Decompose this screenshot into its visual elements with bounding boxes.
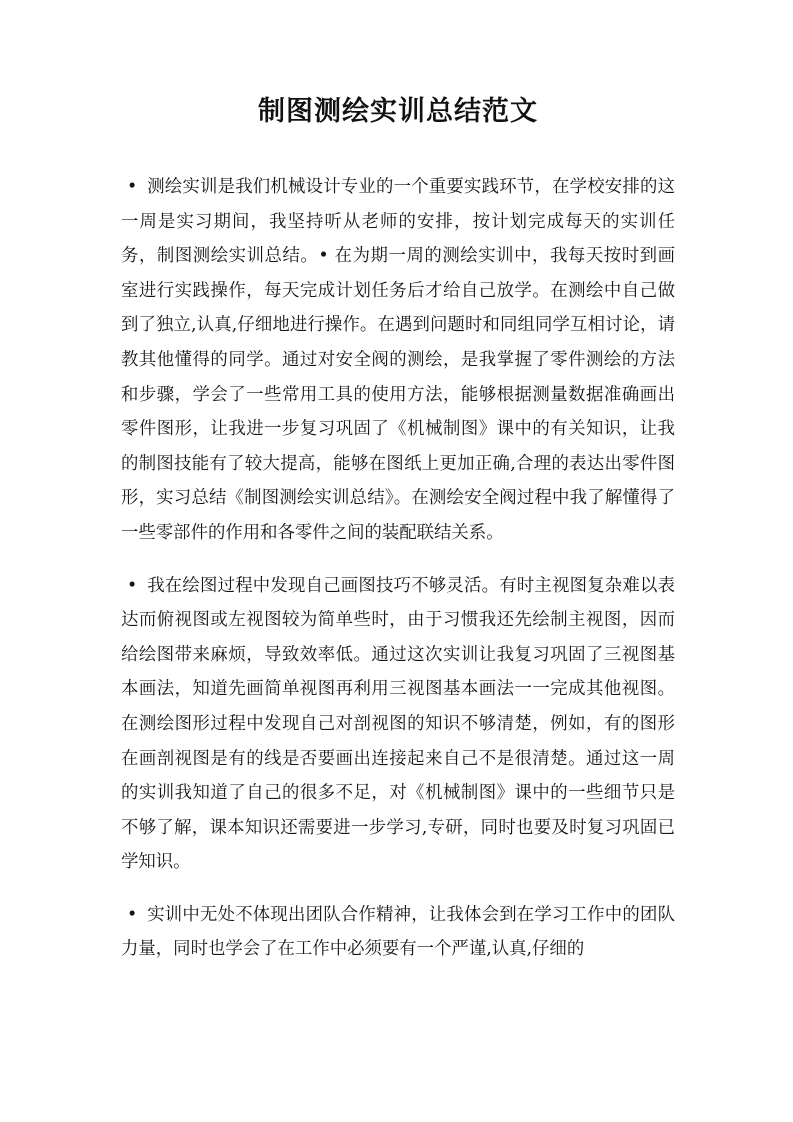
paragraph-text: 测绘实训是我们机械设计专业的一个重要实践环节，在学校安排的这一周是实习期间，我坚持听从老师的安排，按计划完成每天的实训任务，制图测绘实训总结。• 在为期一周的测绘实训中，我每天按时到画室进行实践操作，每天完成计划任务后才给自己放学。在测绘中自己做到了独立,认真,仔细地进行操作。在遇到问题时和同组同学互相讨论，请教其他懂得的同学。通过对安全阀的测绘，是我掌握了零件测绘的方法和步骤，学会了一些常用工具的使用方法，能够根据测量数据准确画出零件图形，让我进一步复习巩固了《机械制图》课中的有关知识，让我的制图技能有了较大提高，能够在图纸上更加正确,合理的表达出零件图形，实习总结《制图测绘实训总结》。在测绘安全阀过程中我了解懂得了一些零部件的作用和各零件之间的装配联结关系。: [121, 177, 675, 543]
paragraph-1: [121, 170, 675, 551]
document-title: 制图测绘实训总结范文: [258, 96, 538, 127]
bullet-icon: •: [127, 177, 138, 197]
paragraph-text: 我在绘图过程中发现自己画图技巧不够灵活。有时主视图复杂难以表达而俯视图或左视图较为简单些时，由于习惯我还先绘制主视图，因而给绘图带来麻烦，导致效率低。通过这次实训让我复习巩固了三视图基本画法，知道先画简单视图再利用三视图基本画法一一完成其他视图。在测绘图形过程中发现自己对剖视图的知识不够清楚，例如，有的图形在画剖视图是有的线是否要画出连接起来自己不是很清楚。通过这一周的实训我知道了自己的很多不足，对《机械制图》课中的一些细节只是不够了解，课本知识还需要进一步学习,专研，同时也要及时复习巩固已学知识。: [121, 575, 675, 873]
paragraph-text: 实训中无处不体现出团队合作精神，让我体会到在学习工作中的团队力量，同时也学会了在工作中必须要有一个严谨,认真,仔细的: [121, 904, 675, 960]
bullet-icon: •: [127, 575, 138, 596]
paragraph-3: [121, 898, 675, 967]
paragraph-2: [121, 569, 675, 880]
bullet-icon: •: [127, 904, 138, 925]
